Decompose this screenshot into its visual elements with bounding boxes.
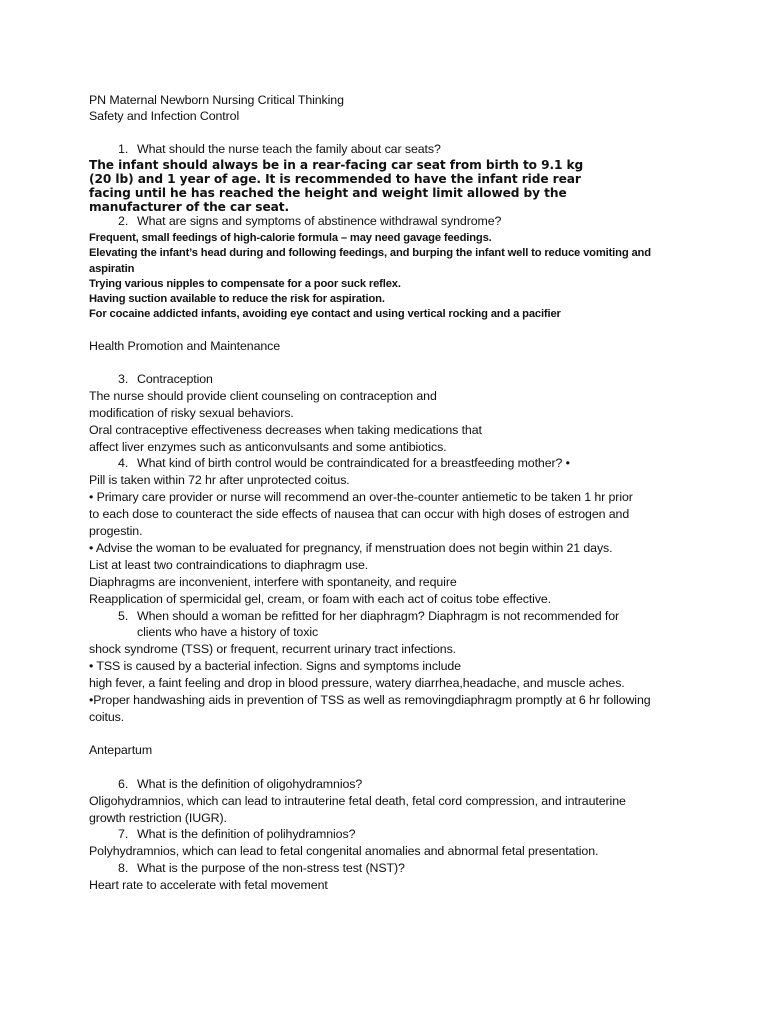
question-number: 2.	[118, 214, 129, 228]
answer-line: Reapplication of spermicidal gel, cream, or foam with each act of coitus tobe effective.	[89, 592, 552, 606]
answer-line: progestin.	[89, 524, 143, 538]
question-text: What kind of birth control would be contraindicated for a breastfeeding mother? •	[137, 456, 570, 470]
answer-line: Trying various nipples to compensate for a poor suck reflex.	[89, 278, 401, 290]
section-heading: Safety and Infection Control	[89, 109, 240, 123]
question-text: What is the definition of polihydramnios?	[137, 827, 356, 841]
question-text: When should a woman be refitted for her diaphragm? Diaphragm is not recommended for	[137, 609, 620, 623]
answer-line: modification of risky sexual behaviors.	[89, 406, 294, 420]
document-title: PN Maternal Newborn Nursing Critical Thinking	[89, 93, 344, 107]
question-text: What is the purpose of the non-stress test (NST)?	[137, 861, 405, 875]
answer-line: Having suction available to reduce the risk for aspiration.	[89, 293, 385, 305]
answer-line: The nurse should provide client counseling on contraception and	[89, 389, 437, 403]
question-number: 4.	[118, 456, 129, 470]
section-heading: Health Promotion and Maintenance	[89, 339, 281, 353]
answer-line: (20 lb) and 1 year of age. It is recommended to have the infant ride rear	[89, 172, 581, 186]
answer-line: Polyhydramnios, which can lead to fetal congenital anomalies and abnormal fetal presentation.	[89, 844, 599, 858]
answer-line: shock syndrome (TSS) or frequent, recurrent urinary tract infections.	[89, 642, 457, 656]
question-text: clients who have a history of toxic	[137, 625, 319, 639]
question-text: What is the definition of oligohydramnios?	[137, 777, 363, 791]
section-heading: Antepartum	[89, 743, 153, 757]
answer-line: facing until he has reached the height and weight limit allowed by the	[89, 186, 567, 200]
question-text: What are signs and symptoms of abstinence withdrawal syndrome?	[137, 214, 502, 228]
question-number: 5.	[118, 609, 129, 623]
answer-line: coitus.	[89, 710, 125, 724]
answer-line: aspiratin	[89, 263, 135, 275]
question-text: Contraception	[137, 372, 213, 386]
answer-line: Diaphragms are inconvenient, interfere with spontaneity, and require	[89, 575, 457, 589]
answer-line: • TSS is caused by a bacterial infection. Signs and symptoms include	[89, 659, 461, 673]
answer-line: Oligohydramnios, which can lead to intrauterine fetal death, fetal cord compression, and intrauterine	[89, 794, 626, 808]
answer-line: high fever, a faint feeling and drop in blood pressure, watery diarrhea,headache, and muscle aches.	[89, 676, 625, 690]
answer-line: to each dose to counteract the side effects of nausea that can occur with high doses of estrogen and	[89, 507, 630, 521]
answer-line: • Advise the woman to be evaluated for pregnancy, if menstruation does not begin within 21 days.	[89, 541, 613, 555]
answer-line: For cocaine addicted infants, avoiding eye contact and using vertical rocking and a pacifier	[89, 308, 561, 320]
answer-line: Elevating the infant’s head during and following feedings, and burping the infant well to reduce vomiting and	[89, 247, 651, 259]
answer-line: •Proper handwashing aids in prevention of TSS as well as removingdiaphragm promptly at 6 hr following	[89, 693, 651, 707]
answer-line: Pill is taken within 72 hr after unprotected coitus.	[89, 473, 350, 487]
question-text: What should the nurse teach the family about car seats?	[137, 142, 441, 156]
answer-line: affect liver enzymes such as anticonvulsants and some antibiotics.	[89, 440, 447, 454]
question-number: 7.	[118, 827, 129, 841]
answer-line: The infant should always be in a rear-facing car seat from birth to 9.1 kg	[89, 158, 584, 172]
answer-line: growth restriction (IUGR).	[89, 811, 227, 825]
question-number: 6.	[118, 777, 129, 791]
answer-line: Heart rate to accelerate with fetal movement	[89, 878, 328, 892]
question-number: 1.	[118, 142, 129, 156]
answer-line: manufacturer of the car seat.	[89, 200, 289, 214]
question-number: 8.	[118, 861, 129, 875]
answer-line: Frequent, small feedings of high-calorie formula – may need gavage feedings.	[89, 232, 492, 244]
answer-line: • Primary care provider or nurse will recommend an over-the-counter antiemetic to be taken 1 hr prior	[89, 490, 633, 504]
answer-line: Oral contraceptive effectiveness decreases when taking medications that	[89, 423, 482, 437]
question-number: 3.	[118, 372, 129, 386]
answer-line: List at least two contraindications to diaphragm use.	[89, 558, 369, 572]
